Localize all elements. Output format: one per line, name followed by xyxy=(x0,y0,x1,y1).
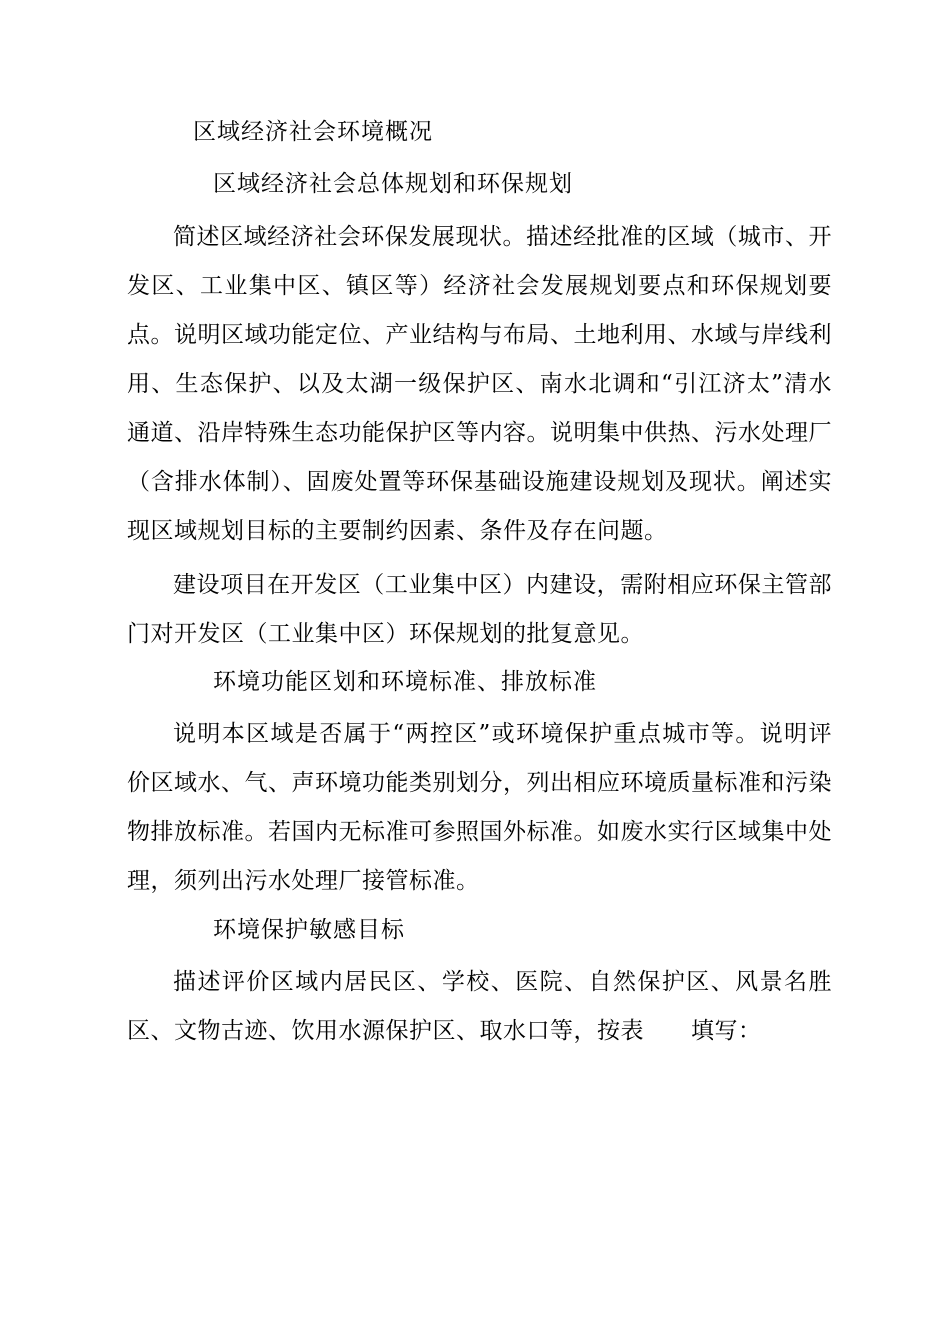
subsection-heading: 环境保护敏感目标 xyxy=(213,917,405,943)
body-paragraph: 描述评价区域内居民区、学校、医院、自然保护区、风景名胜区、文物古迹、饮用水源保护区、取水口等，按表 填写： xyxy=(127,969,832,1044)
body-paragraph: 简述区域经济社会环保发展现状。描述经批准的区域（城市、开发区、工业集中区、镇区等）经济社会发展规划要点和环保规划要点。说明区域功能定位、产业结构与布局、土地利用、水域与岸线利用、生态保护、以及太湖一级保护区、南水北调和“引江济太”清水通道、沿岸特殊生态功能保护区等内容。说明集中供热、污水处理厂（含排水体制）、固废处置等环保基础设施建设规划及现状。阐述实现区域规划目标的主要制约因素、条件及存在问题。 xyxy=(127,224,832,544)
section-heading: 区域经济社会环境概况 xyxy=(193,119,433,145)
subsection-heading: 环境功能区划和环境标准、排放标准 xyxy=(213,669,597,695)
body-paragraph: 建设项目在开发区（工业集中区）内建设，需附相应环保主管部门对开发区（工业集中区）环保规划的批复意见。 xyxy=(127,572,832,647)
body-paragraph: 说明本区域是否属于“两控区”或环境保护重点城市等。说明评价区域水、气、声环境功能类别划分，列出相应环境质量标准和污染物排放标准。若国内无标准可参照国外标准。如废水实行区域集中处理，须列出污水处理厂接管标准。 xyxy=(127,721,832,894)
subsection-heading: 区域经济社会总体规划和环保规划 xyxy=(213,171,573,197)
